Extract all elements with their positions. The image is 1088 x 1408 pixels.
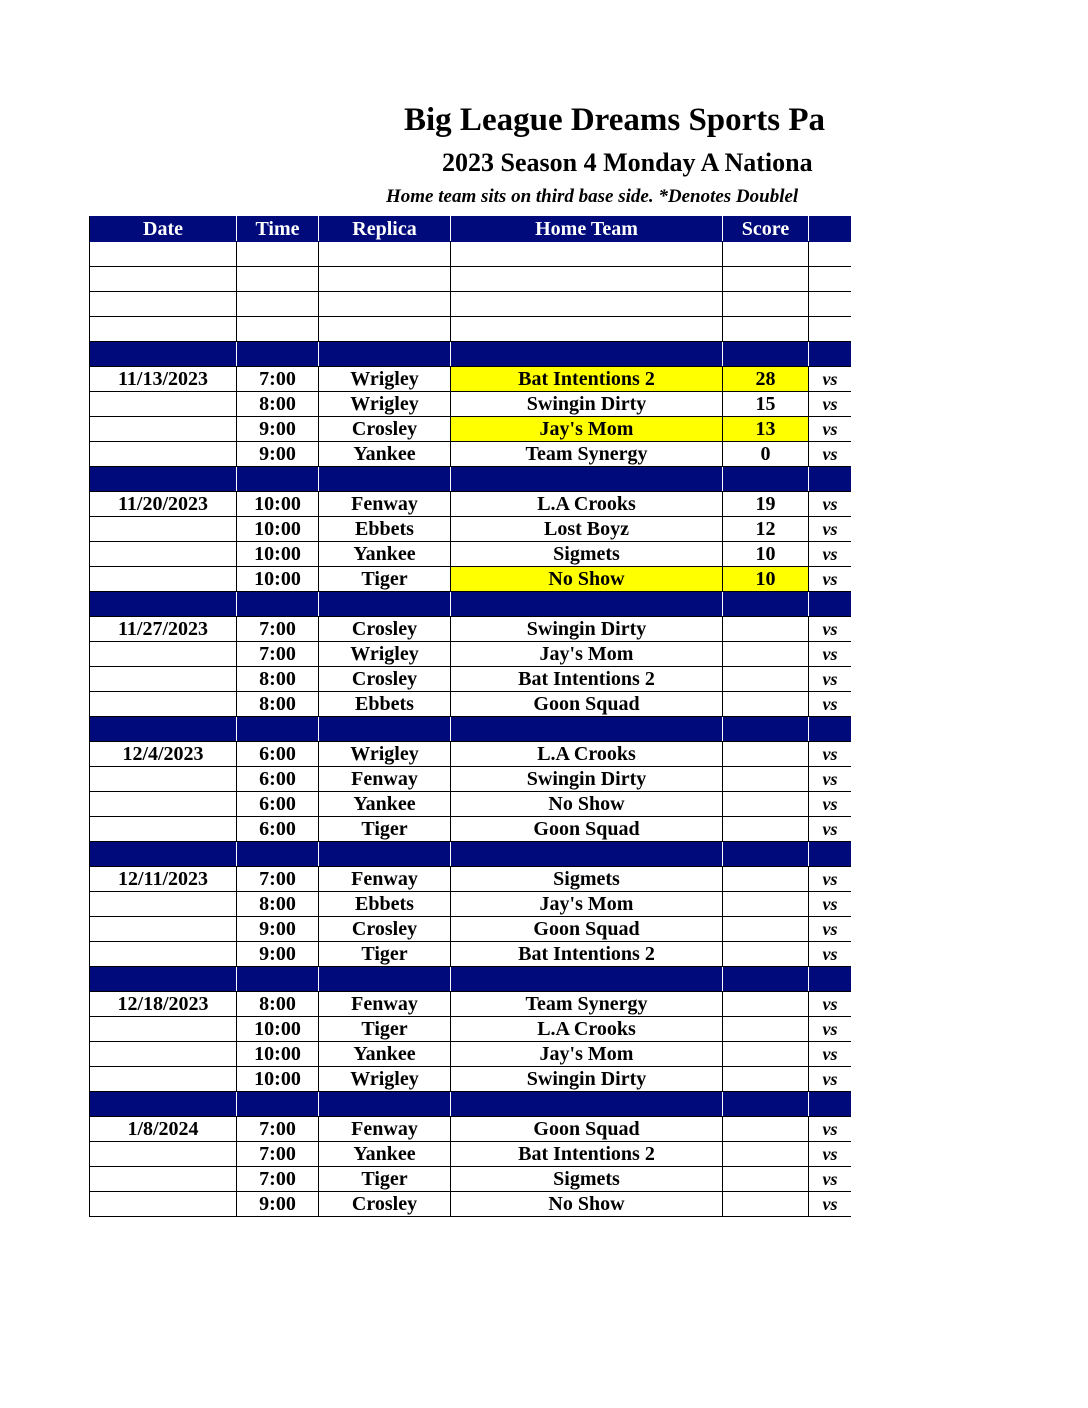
blank-cell xyxy=(723,267,809,292)
date-cell xyxy=(90,1192,237,1217)
vs-cell: vs xyxy=(809,1167,852,1192)
game-row xyxy=(90,767,852,792)
date-cell xyxy=(90,1167,237,1192)
separator-cell xyxy=(237,717,319,742)
date-cell: 12/4/2023 xyxy=(90,742,237,767)
score-cell xyxy=(723,1142,809,1167)
time-cell: 6:00 xyxy=(237,767,319,792)
time-cell: 7:00 xyxy=(237,1142,319,1167)
separator-cell xyxy=(809,342,852,367)
game-row xyxy=(90,1117,852,1142)
blank-cell xyxy=(237,267,319,292)
home-team-cell: Jay's Mom xyxy=(451,642,723,667)
separator-cell xyxy=(319,967,451,992)
date-cell xyxy=(90,542,237,567)
date-cell xyxy=(90,1017,237,1042)
home-team-cell: Lost Boyz xyxy=(451,517,723,542)
time-cell: 9:00 xyxy=(237,917,319,942)
home-team-cell: Team Synergy xyxy=(451,992,723,1017)
blank-cell xyxy=(319,317,451,342)
score-cell xyxy=(723,867,809,892)
separator-cell xyxy=(319,1092,451,1117)
separator-cell xyxy=(809,717,852,742)
score-cell xyxy=(723,1067,809,1092)
date-cell: 1/8/2024 xyxy=(90,1117,237,1142)
separator-cell xyxy=(809,967,852,992)
separator-cell xyxy=(319,467,451,492)
replica-cell: Crosley xyxy=(319,667,451,692)
separator-cell xyxy=(723,1092,809,1117)
score-cell xyxy=(723,1192,809,1217)
vs-cell: vs xyxy=(809,667,852,692)
game-row xyxy=(90,392,852,417)
game-row xyxy=(90,1042,852,1067)
home-team-cell: Goon Squad xyxy=(451,817,723,842)
game-row xyxy=(90,417,852,442)
separator-cell xyxy=(809,1092,852,1117)
vs-cell: vs xyxy=(809,1017,852,1042)
date-cell: 11/20/2023 xyxy=(90,492,237,517)
game-row xyxy=(90,492,852,517)
home-team-cell: No Show xyxy=(451,567,723,592)
separator-cell xyxy=(809,592,852,617)
score-cell xyxy=(723,992,809,1017)
vs-cell: vs xyxy=(809,417,852,442)
vs-cell: vs xyxy=(809,692,852,717)
home-team-cell: L.A Crooks xyxy=(451,492,723,517)
separator-cell xyxy=(723,967,809,992)
separator-cell xyxy=(723,717,809,742)
game-row xyxy=(90,617,852,642)
game-row xyxy=(90,1192,852,1217)
home-team-cell: Team Synergy xyxy=(451,442,723,467)
replica-cell: Tiger xyxy=(319,567,451,592)
game-row xyxy=(90,1142,852,1167)
date-cell xyxy=(90,392,237,417)
separator-cell xyxy=(319,592,451,617)
replica-cell: Fenway xyxy=(319,992,451,1017)
vs-cell: vs xyxy=(809,792,852,817)
game-row xyxy=(90,892,852,917)
replica-cell: Wrigley xyxy=(319,742,451,767)
replica-cell: Ebbets xyxy=(319,892,451,917)
separator-cell xyxy=(451,1092,723,1117)
date-cell xyxy=(90,1067,237,1092)
replica-cell: Yankee xyxy=(319,1142,451,1167)
replica-cell: Yankee xyxy=(319,1042,451,1067)
home-team-cell: Bat Intentions 2 xyxy=(451,667,723,692)
separator-row xyxy=(90,592,852,617)
vs-cell: vs xyxy=(809,442,852,467)
blank-cell xyxy=(723,292,809,317)
vs-cell: vs xyxy=(809,567,852,592)
game-row xyxy=(90,817,852,842)
vs-cell: vs xyxy=(809,542,852,567)
vs-cell: vs xyxy=(809,642,852,667)
score-cell: 10 xyxy=(723,542,809,567)
score-cell xyxy=(723,742,809,767)
separator-cell xyxy=(723,342,809,367)
separator-cell xyxy=(237,967,319,992)
separator-cell xyxy=(237,467,319,492)
home-team-cell: Bat Intentions 2 xyxy=(451,942,723,967)
time-cell: 6:00 xyxy=(237,817,319,842)
separator-cell xyxy=(319,842,451,867)
score-cell: 0 xyxy=(723,442,809,467)
vs-cell: vs xyxy=(809,742,852,767)
separator-cell xyxy=(451,342,723,367)
blank-cell xyxy=(319,267,451,292)
score-cell xyxy=(723,1017,809,1042)
replica-cell: Crosley xyxy=(319,617,451,642)
date-cell: 12/18/2023 xyxy=(90,992,237,1017)
date-cell xyxy=(90,642,237,667)
score-cell xyxy=(723,617,809,642)
replica-cell: Fenway xyxy=(319,867,451,892)
blank-cell xyxy=(451,292,723,317)
home-team-cell: No Show xyxy=(451,792,723,817)
score-cell xyxy=(723,667,809,692)
vs-cell: vs xyxy=(809,517,852,542)
separator-row xyxy=(90,967,852,992)
date-cell xyxy=(90,517,237,542)
vs-cell: vs xyxy=(809,867,852,892)
replica-cell: Crosley xyxy=(319,1192,451,1217)
time-cell: 9:00 xyxy=(237,417,319,442)
separator-cell xyxy=(237,592,319,617)
vs-cell: vs xyxy=(809,1142,852,1167)
separator-cell xyxy=(90,717,237,742)
score-cell: 19 xyxy=(723,492,809,517)
home-team-cell: Sigmets xyxy=(451,1167,723,1192)
vs-cell: vs xyxy=(809,992,852,1017)
time-cell: 7:00 xyxy=(237,642,319,667)
game-row xyxy=(90,542,852,567)
date-cell xyxy=(90,942,237,967)
date-cell xyxy=(90,692,237,717)
home-team-cell: Bat Intentions 2 xyxy=(451,367,723,392)
home-team-cell: Jay's Mom xyxy=(451,1042,723,1067)
separator-row xyxy=(90,342,852,367)
date-cell xyxy=(90,567,237,592)
separator-cell xyxy=(723,467,809,492)
score-cell: 13 xyxy=(723,417,809,442)
schedule-body xyxy=(90,217,852,1217)
score-cell xyxy=(723,942,809,967)
replica-cell: Crosley xyxy=(319,917,451,942)
time-cell: 7:00 xyxy=(237,617,319,642)
vs-cell: vs xyxy=(809,1042,852,1067)
vs-cell: vs xyxy=(809,617,852,642)
replica-cell: Tiger xyxy=(319,1017,451,1042)
separator-cell xyxy=(319,342,451,367)
time-cell: 10:00 xyxy=(237,517,319,542)
page-subtitle: 2023 Season 4 Monday A Nationa xyxy=(442,148,813,177)
replica-cell: Yankee xyxy=(319,792,451,817)
replica-cell: Yankee xyxy=(319,542,451,567)
blank-row xyxy=(90,267,852,292)
column-header-home-team: Home Team xyxy=(451,217,723,242)
separator-cell xyxy=(723,592,809,617)
blank-cell xyxy=(809,242,852,267)
home-team-cell: Goon Squad xyxy=(451,692,723,717)
home-team-cell: L.A Crooks xyxy=(451,1017,723,1042)
score-cell xyxy=(723,767,809,792)
blank-cell xyxy=(319,242,451,267)
game-row xyxy=(90,442,852,467)
game-row xyxy=(90,792,852,817)
home-team-cell: Bat Intentions 2 xyxy=(451,1142,723,1167)
separator-cell xyxy=(90,342,237,367)
vs-cell: vs xyxy=(809,1117,852,1142)
date-cell xyxy=(90,1042,237,1067)
replica-cell: Fenway xyxy=(319,767,451,792)
separator-cell xyxy=(90,967,237,992)
separator-row xyxy=(90,467,852,492)
vs-cell: vs xyxy=(809,817,852,842)
blank-cell xyxy=(451,317,723,342)
time-cell: 9:00 xyxy=(237,442,319,467)
time-cell: 8:00 xyxy=(237,667,319,692)
blank-cell xyxy=(237,317,319,342)
separator-cell xyxy=(723,842,809,867)
time-cell: 8:00 xyxy=(237,992,319,1017)
time-cell: 8:00 xyxy=(237,892,319,917)
separator-cell xyxy=(809,842,852,867)
score-cell xyxy=(723,692,809,717)
separator-cell xyxy=(451,842,723,867)
vs-cell: vs xyxy=(809,367,852,392)
separator-cell xyxy=(90,467,237,492)
home-team-cell: Swingin Dirty xyxy=(451,617,723,642)
replica-cell: Tiger xyxy=(319,1167,451,1192)
home-team-cell: L.A Crooks xyxy=(451,742,723,767)
separator-cell xyxy=(319,717,451,742)
blank-cell xyxy=(237,242,319,267)
vs-cell: vs xyxy=(809,767,852,792)
score-cell xyxy=(723,1042,809,1067)
home-team-cell: Goon Squad xyxy=(451,1117,723,1142)
time-cell: 7:00 xyxy=(237,1117,319,1142)
separator-row xyxy=(90,842,852,867)
score-cell xyxy=(723,817,809,842)
time-cell: 10:00 xyxy=(237,1067,319,1092)
home-team-cell: Sigmets xyxy=(451,867,723,892)
blank-cell xyxy=(90,242,237,267)
date-cell xyxy=(90,1142,237,1167)
column-header-date: Date xyxy=(90,217,237,242)
time-cell: 8:00 xyxy=(237,392,319,417)
date-cell xyxy=(90,667,237,692)
replica-cell: Tiger xyxy=(319,817,451,842)
replica-cell: Wrigley xyxy=(319,392,451,417)
time-cell: 10:00 xyxy=(237,1017,319,1042)
time-cell: 7:00 xyxy=(237,867,319,892)
vs-cell: vs xyxy=(809,492,852,517)
date-cell xyxy=(90,792,237,817)
home-team-cell: Swingin Dirty xyxy=(451,767,723,792)
separator-cell xyxy=(809,467,852,492)
time-cell: 9:00 xyxy=(237,942,319,967)
column-header-replica: Replica xyxy=(319,217,451,242)
date-cell xyxy=(90,817,237,842)
home-team-cell: Goon Squad xyxy=(451,917,723,942)
blank-cell xyxy=(809,317,852,342)
time-cell: 10:00 xyxy=(237,1042,319,1067)
game-row xyxy=(90,867,852,892)
game-row xyxy=(90,1067,852,1092)
vs-cell: vs xyxy=(809,1067,852,1092)
date-cell xyxy=(90,767,237,792)
score-cell xyxy=(723,642,809,667)
time-cell: 6:00 xyxy=(237,792,319,817)
column-header-score: Score xyxy=(723,217,809,242)
date-cell: 11/13/2023 xyxy=(90,367,237,392)
score-cell xyxy=(723,1167,809,1192)
replica-cell: Wrigley xyxy=(319,642,451,667)
separator-cell xyxy=(451,592,723,617)
blank-cell xyxy=(451,267,723,292)
score-cell: 28 xyxy=(723,367,809,392)
separator-cell xyxy=(451,967,723,992)
score-cell xyxy=(723,917,809,942)
blank-cell xyxy=(809,267,852,292)
blank-row xyxy=(90,242,852,267)
replica-cell: Fenway xyxy=(319,492,451,517)
replica-cell: Wrigley xyxy=(319,367,451,392)
game-row xyxy=(90,917,852,942)
game-row xyxy=(90,567,852,592)
separator-cell xyxy=(237,842,319,867)
vs-cell: vs xyxy=(809,392,852,417)
column-header-time: Time xyxy=(237,217,319,242)
replica-cell: Tiger xyxy=(319,942,451,967)
home-team-cell: Swingin Dirty xyxy=(451,1067,723,1092)
vs-cell: vs xyxy=(809,942,852,967)
date-cell: 12/11/2023 xyxy=(90,867,237,892)
score-cell xyxy=(723,892,809,917)
separator-row xyxy=(90,717,852,742)
time-cell: 10:00 xyxy=(237,567,319,592)
header-row xyxy=(90,217,852,242)
home-team-cell: Swingin Dirty xyxy=(451,392,723,417)
blank-row xyxy=(90,317,852,342)
date-cell xyxy=(90,892,237,917)
replica-cell: Crosley xyxy=(319,417,451,442)
replica-cell: Wrigley xyxy=(319,1067,451,1092)
game-row xyxy=(90,1167,852,1192)
time-cell: 10:00 xyxy=(237,542,319,567)
blank-cell xyxy=(90,317,237,342)
time-cell: 7:00 xyxy=(237,1167,319,1192)
separator-cell xyxy=(90,842,237,867)
schedule-note: Home team sits on third base side. *Denotes Doublel xyxy=(386,186,799,207)
score-cell xyxy=(723,792,809,817)
separator-cell xyxy=(90,592,237,617)
replica-cell: Ebbets xyxy=(319,517,451,542)
blank-cell xyxy=(723,242,809,267)
vs-cell: vs xyxy=(809,1192,852,1217)
separator-row xyxy=(90,1092,852,1117)
home-team-cell: Sigmets xyxy=(451,542,723,567)
game-row xyxy=(90,367,852,392)
separator-cell xyxy=(90,1092,237,1117)
vs-cell: vs xyxy=(809,892,852,917)
game-row xyxy=(90,1017,852,1042)
separator-cell xyxy=(451,467,723,492)
blank-cell xyxy=(90,267,237,292)
separator-cell xyxy=(451,717,723,742)
separator-cell xyxy=(237,1092,319,1117)
home-team-cell: Jay's Mom xyxy=(451,892,723,917)
date-cell xyxy=(90,917,237,942)
date-cell: 11/27/2023 xyxy=(90,617,237,642)
time-cell: 6:00 xyxy=(237,742,319,767)
home-team-cell: No Show xyxy=(451,1192,723,1217)
page-title: Big League Dreams Sports Pa xyxy=(404,102,826,138)
game-row xyxy=(90,642,852,667)
replica-cell: Fenway xyxy=(319,1117,451,1142)
game-row xyxy=(90,667,852,692)
blank-cell xyxy=(237,292,319,317)
game-row xyxy=(90,992,852,1017)
game-row xyxy=(90,742,852,767)
column-header-extra xyxy=(809,217,852,242)
blank-cell xyxy=(319,292,451,317)
date-cell xyxy=(90,417,237,442)
blank-cell xyxy=(723,317,809,342)
replica-cell: Yankee xyxy=(319,442,451,467)
game-row xyxy=(90,692,852,717)
time-cell: 9:00 xyxy=(237,1192,319,1217)
game-row xyxy=(90,517,852,542)
separator-cell xyxy=(237,342,319,367)
blank-cell xyxy=(90,292,237,317)
date-cell xyxy=(90,442,237,467)
home-team-cell: Jay's Mom xyxy=(451,417,723,442)
time-cell: 8:00 xyxy=(237,692,319,717)
score-cell: 15 xyxy=(723,392,809,417)
blank-row xyxy=(90,292,852,317)
blank-cell xyxy=(451,242,723,267)
score-cell xyxy=(723,1117,809,1142)
score-cell: 12 xyxy=(723,517,809,542)
vs-cell: vs xyxy=(809,917,852,942)
time-cell: 10:00 xyxy=(237,492,319,517)
time-cell: 7:00 xyxy=(237,367,319,392)
replica-cell: Ebbets xyxy=(319,692,451,717)
game-row xyxy=(90,942,852,967)
blank-cell xyxy=(809,292,852,317)
schedule-table xyxy=(89,216,851,1217)
score-cell: 10 xyxy=(723,567,809,592)
